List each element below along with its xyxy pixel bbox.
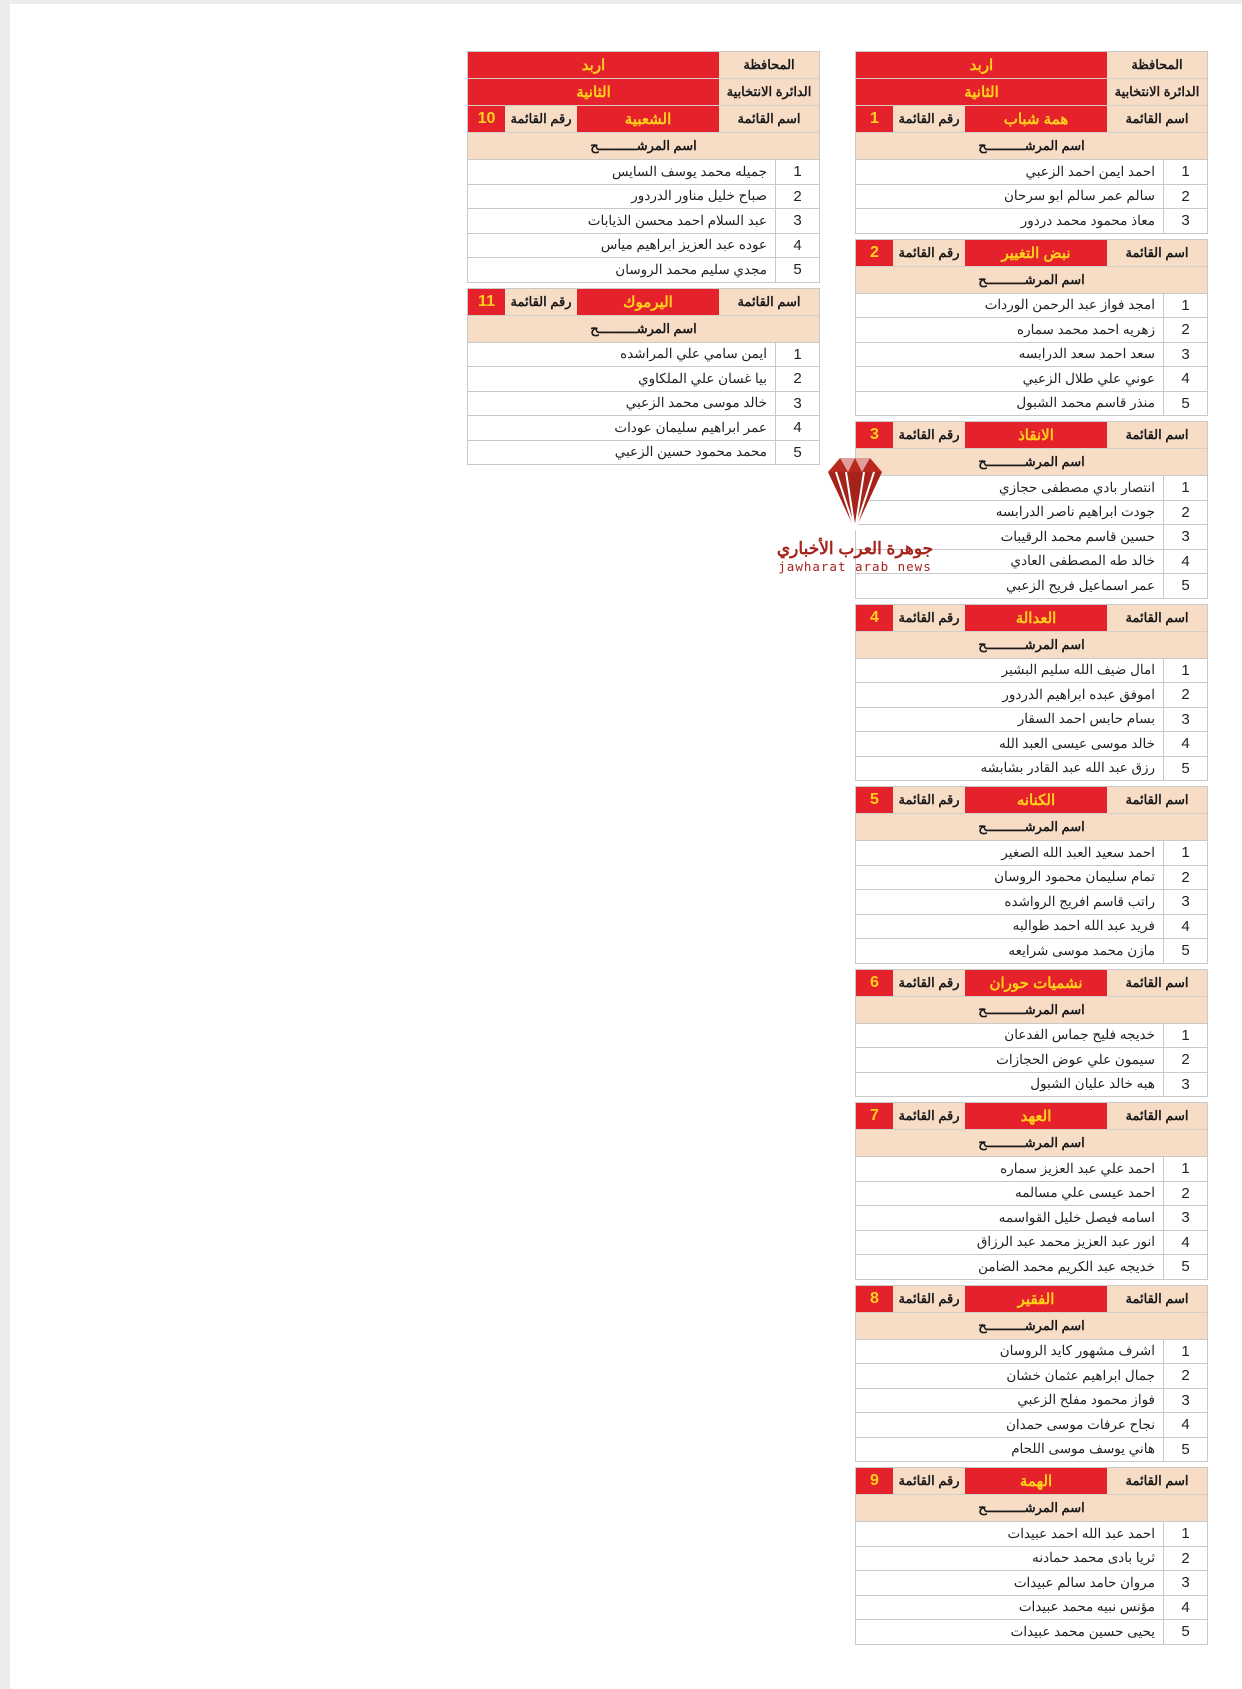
candidate-row: [856, 708, 1207, 733]
candidate-name: خديجه فليح جماس الفدعان: [1004, 1027, 1155, 1043]
list-number-label: رقم القائمة: [893, 1468, 965, 1494]
candidate-name: خالد موسى محمد الزعبي: [625, 395, 767, 411]
list-name-label: اسم القائمة: [1107, 605, 1207, 631]
candidate-index: 1: [1163, 294, 1207, 318]
list-name-value: الكنانه: [965, 787, 1107, 813]
candidate-index: 4: [1163, 550, 1207, 574]
candidate-name: معاذ محمود محمد دردور: [1020, 212, 1155, 228]
list-number-value: 11: [468, 289, 505, 315]
candidate-row: [856, 1596, 1207, 1621]
list-header-row: [856, 106, 1207, 133]
candidate-name: خالد موسى عيسى العبد الله: [999, 735, 1155, 751]
candidate-row: [856, 1231, 1207, 1256]
candidate-row: [468, 160, 819, 185]
candidate-name: جميله محمد يوسف السايس: [611, 163, 767, 179]
candidate-index: 3: [1163, 890, 1207, 914]
list-number-label: رقم القائمة: [893, 240, 965, 266]
list-block: [467, 288, 820, 466]
candidate-row: [468, 441, 819, 465]
candidate-row: [856, 1048, 1207, 1073]
list-name-value: الهمة: [965, 1468, 1107, 1494]
candidate-index: 1: [1163, 1157, 1207, 1181]
candidate-name-header: اسم المرشــــــــــح: [856, 997, 1207, 1024]
list-number-value: 2: [856, 240, 893, 266]
candidate-name: خديجه عبد الكريم محمد الضامن: [978, 1258, 1155, 1274]
list-name-value: نبض التغيير: [965, 240, 1107, 266]
list-header-row: [856, 422, 1207, 449]
candidate-index: 5: [1163, 392, 1207, 416]
candidate-row: [856, 683, 1207, 708]
list-number-label: رقم القائمة: [893, 787, 965, 813]
candidate-row: [856, 1340, 1207, 1365]
candidate-row: [856, 318, 1207, 343]
candidate-name-header: اسم المرشــــــــــح: [856, 632, 1207, 659]
list-number-value: 6: [856, 970, 893, 996]
candidate-name: خالد طه المصطفى العادي: [1010, 553, 1155, 569]
list-block: [855, 969, 1208, 1098]
candidate-index: 2: [1163, 1048, 1207, 1072]
candidate-row: [856, 659, 1207, 684]
list-number-label: رقم القائمة: [893, 1286, 965, 1312]
candidate-name: احمد ايمن احمد الزعبي: [1025, 163, 1155, 179]
district-label: الدائرة الانتخابية: [1107, 79, 1207, 105]
candidate-index: 2: [1163, 318, 1207, 342]
candidate-name: عوني علي طلال الزعبي: [1022, 370, 1155, 386]
candidate-row: [856, 160, 1207, 185]
candidate-row: [856, 866, 1207, 891]
list-name-label: اسم القائمة: [1107, 1468, 1207, 1494]
candidate-name: زهريه احمد محمد سماره: [1017, 321, 1155, 337]
candidate-name: امجد فواز عبد الرحمن الوردات: [984, 297, 1155, 313]
candidate-name: سالم عمر سالم ابو سرحان: [1004, 188, 1155, 204]
candidate-index: 4: [1163, 367, 1207, 391]
list-header-row: [856, 240, 1207, 267]
list-block: [855, 239, 1208, 417]
candidate-name: مجدي سليم محمد الروسان: [615, 261, 767, 277]
list-number-value: 7: [856, 1103, 893, 1129]
candidate-index: 5: [1163, 757, 1207, 781]
candidate-row: [468, 392, 819, 417]
candidate-name: جمال ابراهيم عثمان خشان: [1006, 1367, 1155, 1383]
list-number-label: رقم القائمة: [505, 289, 577, 315]
candidate-name: راتب قاسم افريج الرواشده: [1004, 893, 1155, 909]
candidate-row: [856, 1438, 1207, 1462]
candidate-row: [856, 1389, 1207, 1414]
governorate-value: اربد: [856, 52, 1107, 78]
candidate-index: 5: [1163, 1438, 1207, 1462]
candidate-index: 1: [1163, 160, 1207, 184]
governorate-row: [468, 52, 819, 79]
candidate-row: [856, 1364, 1207, 1389]
candidate-row: [856, 939, 1207, 963]
candidate-row: [856, 1522, 1207, 1547]
candidate-name: منذر قاسم محمد الشبول: [1016, 395, 1155, 411]
candidate-row: [856, 1255, 1207, 1279]
candidate-name: ايمن سامي علي المراشده: [620, 346, 767, 362]
candidate-index: 3: [1163, 525, 1207, 549]
candidate-name: عبد السلام احمد محسن الذيابات: [587, 212, 767, 228]
list-name-value: نشميات حوران: [965, 970, 1107, 996]
candidate-name: مروان حامد سالم عبيدات: [1013, 1574, 1155, 1590]
candidate-name: اسامه فيصل خليل القواسمه: [998, 1209, 1155, 1225]
candidate-index: 5: [1163, 1620, 1207, 1644]
candidate-name: مؤنس نبيه محمد عبيدات: [1018, 1599, 1155, 1615]
candidate-index: 2: [775, 367, 819, 391]
candidate-name: رزق عبد الله عبد القادر بشابشه: [980, 760, 1155, 776]
list-block: [855, 1285, 1208, 1463]
left-column: [467, 51, 820, 470]
candidate-index: 2: [1163, 1364, 1207, 1388]
list-header-row: [856, 1103, 1207, 1130]
list-block: [855, 604, 1208, 782]
candidate-name: بيا غسان علي الملكاوي: [638, 370, 767, 386]
candidate-name: انور عبد العزيز محمد عبد الرزاق: [976, 1234, 1155, 1250]
candidate-row: [856, 757, 1207, 781]
list-header-row: [856, 605, 1207, 632]
candidate-row: [468, 416, 819, 441]
candidate-name: هبه خالد عليان الشبول: [1030, 1076, 1155, 1092]
list-name-value: همة شباب: [965, 106, 1107, 132]
candidate-row: [468, 258, 819, 282]
list-header-row: [856, 787, 1207, 814]
candidate-row: [856, 1206, 1207, 1231]
candidate-name-header: اسم المرشــــــــــح: [856, 449, 1207, 476]
candidate-name: اشرف مشهور كايد الروسان: [999, 1343, 1155, 1359]
candidate-name: يحيى حسين محمد عبيدات: [1010, 1623, 1155, 1639]
candidate-index: 5: [775, 441, 819, 465]
candidate-name: احمد عبد الله احمد عبيدات: [1007, 1525, 1155, 1541]
list-name-label: اسم القائمة: [1107, 1286, 1207, 1312]
list-number-value: 9: [856, 1468, 893, 1494]
candidate-name-header: اسم المرشــــــــــح: [468, 133, 819, 160]
candidate-index: 1: [1163, 1522, 1207, 1546]
candidate-name-header: اسم المرشــــــــــح: [856, 1313, 1207, 1340]
district-value: الثانية: [856, 79, 1107, 105]
candidate-index: 5: [1163, 1255, 1207, 1279]
list-name-label: اسم القائمة: [719, 289, 819, 315]
candidate-row: [856, 367, 1207, 392]
candidate-row: [856, 1547, 1207, 1572]
candidate-index: 3: [775, 209, 819, 233]
candidate-index: 3: [1163, 1389, 1207, 1413]
candidate-index: 2: [1163, 1182, 1207, 1206]
candidate-name: اموفق عبده ابراهيم الدردور: [1002, 686, 1155, 702]
list-number-label: رقم القائمة: [893, 1103, 965, 1129]
candidate-index: 1: [1163, 841, 1207, 865]
candidate-row: [856, 890, 1207, 915]
candidate-name-header: اسم المرشــــــــــح: [856, 267, 1207, 294]
list-name-label: اسم القائمة: [719, 106, 819, 132]
candidate-index: 3: [1163, 1206, 1207, 1230]
candidate-row: [856, 1024, 1207, 1049]
list-number-value: 3: [856, 422, 893, 448]
candidate-index: 3: [775, 392, 819, 416]
district-row: [856, 79, 1207, 106]
district-label: الدائرة الانتخابية: [719, 79, 819, 105]
list-number-label: رقم القائمة: [893, 605, 965, 631]
list-name-label: اسم القائمة: [1107, 240, 1207, 266]
list-name-value: الانقاذ: [965, 422, 1107, 448]
candidate-name: انتصار بادي مصطفى حجازي: [999, 479, 1155, 495]
list-name-label: اسم القائمة: [1107, 1103, 1207, 1129]
candidate-row: [856, 343, 1207, 368]
candidate-row: [856, 915, 1207, 940]
candidate-name: امال ضيف الله سليم البشير: [1001, 662, 1155, 678]
candidate-index: 5: [1163, 939, 1207, 963]
candidate-row: [856, 1413, 1207, 1438]
watermark-logo: [775, 454, 935, 579]
candidate-name: سعد احمد سعد الدرابسه: [1018, 346, 1155, 362]
candidate-index: 3: [1163, 209, 1207, 233]
governorate-label: المحافظة: [719, 52, 819, 78]
candidate-name: بسام حابس احمد السقار: [1017, 711, 1155, 727]
list-name-label: اسم القائمة: [1107, 422, 1207, 448]
list-number-label: رقم القائمة: [893, 422, 965, 448]
list-block: [855, 51, 1208, 234]
diamond-icon: [820, 454, 890, 532]
candidate-index: 1: [1163, 659, 1207, 683]
candidate-row: [468, 367, 819, 392]
candidate-name-header: اسم المرشــــــــــح: [856, 814, 1207, 841]
list-block: [467, 51, 820, 283]
candidate-name: ثريا بادى محمد حمادنه: [1032, 1550, 1155, 1566]
candidate-row: [856, 1157, 1207, 1182]
list-name-value: العدالة: [965, 605, 1107, 631]
candidate-name-header: اسم المرشــــــــــح: [856, 133, 1207, 160]
candidate-index: 5: [775, 258, 819, 282]
list-number-label: رقم القائمة: [505, 106, 577, 132]
candidate-row: [468, 234, 819, 259]
governorate-label: المحافظة: [1107, 52, 1207, 78]
candidate-index: 1: [1163, 1024, 1207, 1048]
logo-arabic-text: جوهرة العرب الأخباري: [776, 539, 934, 558]
candidate-row: [856, 294, 1207, 319]
list-header-row: [468, 289, 819, 316]
candidate-index: 2: [1163, 185, 1207, 209]
candidate-row: [856, 1620, 1207, 1644]
list-number-label: رقم القائمة: [893, 106, 965, 132]
candidate-row: [468, 209, 819, 234]
list-block: [855, 786, 1208, 964]
candidate-row: [856, 209, 1207, 233]
candidate-row: [856, 1073, 1207, 1097]
candidate-name: هاني يوسف موسى اللحام: [1011, 1441, 1155, 1457]
candidate-name: فريد عبد الله احمد طوالبه: [1012, 918, 1155, 934]
list-number-value: 8: [856, 1286, 893, 1312]
candidate-name: احمد عيسى علي مسالمه: [1015, 1185, 1155, 1201]
candidate-index: 4: [1163, 915, 1207, 939]
candidate-name-header: اسم المرشــــــــــح: [856, 1130, 1207, 1157]
candidate-row: [856, 392, 1207, 416]
candidate-index: 2: [1163, 1547, 1207, 1571]
candidate-name: نجاح عرفات موسى حمدان: [1005, 1416, 1155, 1432]
logo-english-text: jawharat arab news: [778, 559, 932, 574]
list-number-value: 1: [856, 106, 893, 132]
list-header-row: [856, 970, 1207, 997]
candidate-index: 1: [1163, 1340, 1207, 1364]
candidate-index: 4: [1163, 732, 1207, 756]
candidate-name: مازن محمد موسى شرايعه: [1008, 942, 1155, 958]
candidate-name: تمام سليمان محمود الروسان: [994, 869, 1155, 885]
district-row: [468, 79, 819, 106]
list-block: [855, 1467, 1208, 1645]
candidate-index: 4: [775, 234, 819, 258]
candidate-name: احمد علي عبد العزيز سماره: [1000, 1160, 1155, 1176]
governorate-value: اربد: [468, 52, 719, 78]
list-name-value: العهد: [965, 1103, 1107, 1129]
list-number-value: 10: [468, 106, 505, 132]
candidate-row: [856, 841, 1207, 866]
candidate-index: 4: [1163, 1413, 1207, 1437]
list-header-row: [468, 106, 819, 133]
list-header-row: [856, 1286, 1207, 1313]
candidate-name: عمر اسماعيل فريح الزعبي: [1006, 577, 1155, 593]
district-value: الثانية: [468, 79, 719, 105]
candidate-row: [468, 343, 819, 368]
candidate-index: 2: [1163, 501, 1207, 525]
candidate-index: 3: [1163, 1571, 1207, 1595]
candidate-index: 2: [1163, 683, 1207, 707]
candidate-name: حسين قاسم محمد الرقيبات: [1000, 528, 1155, 544]
candidate-name: صباح خليل مناور الدردور: [631, 188, 767, 204]
list-name-value: اليرموك: [577, 289, 719, 315]
right-column: [855, 51, 1208, 1650]
candidate-name: فواز محمود مفلح الزعبي: [1017, 1392, 1155, 1408]
document-page: [10, 4, 1242, 1689]
candidate-name: عمر ابراهيم سليمان عودات: [614, 419, 767, 435]
candidate-name-header: اسم المرشــــــــــح: [856, 1495, 1207, 1522]
candidate-row: [856, 1182, 1207, 1207]
candidate-row: [468, 185, 819, 210]
governorate-row: [856, 52, 1207, 79]
list-name-label: اسم القائمة: [1107, 106, 1207, 132]
candidate-name-header: اسم المرشــــــــــح: [468, 316, 819, 343]
candidate-name: سيمون علي عوض الحجازات: [996, 1051, 1155, 1067]
candidate-row: [856, 185, 1207, 210]
candidate-name: محمد محمود حسين الزعبي: [614, 444, 767, 460]
candidate-index: 4: [1163, 1231, 1207, 1255]
list-block: [855, 1102, 1208, 1280]
candidate-row: [856, 732, 1207, 757]
candidate-index: 5: [1163, 574, 1207, 598]
candidate-index: 3: [1163, 1073, 1207, 1097]
list-name-value: الفقير: [965, 1286, 1107, 1312]
candidate-name: جودت ابراهيم ناصر الدرابسه: [995, 504, 1155, 520]
candidate-index: 3: [1163, 708, 1207, 732]
candidate-index: 2: [1163, 866, 1207, 890]
list-number-label: رقم القائمة: [893, 970, 965, 996]
list-name-value: الشعبية: [577, 106, 719, 132]
candidate-index: 4: [775, 416, 819, 440]
list-number-value: 5: [856, 787, 893, 813]
candidate-index: 4: [1163, 1596, 1207, 1620]
list-name-label: اسم القائمة: [1107, 970, 1207, 996]
candidate-name: احمد سعيد العبد الله الصغير: [1001, 844, 1155, 860]
candidate-index: 1: [775, 343, 819, 367]
candidate-index: 3: [1163, 343, 1207, 367]
list-header-row: [856, 1468, 1207, 1495]
candidate-index: 1: [1163, 476, 1207, 500]
list-number-value: 4: [856, 605, 893, 631]
candidate-index: 2: [775, 185, 819, 209]
candidate-row: [856, 1571, 1207, 1596]
candidate-index: 1: [775, 160, 819, 184]
list-name-label: اسم القائمة: [1107, 787, 1207, 813]
candidate-name: عوده عبد العزيز ابراهيم مياس: [600, 237, 767, 253]
